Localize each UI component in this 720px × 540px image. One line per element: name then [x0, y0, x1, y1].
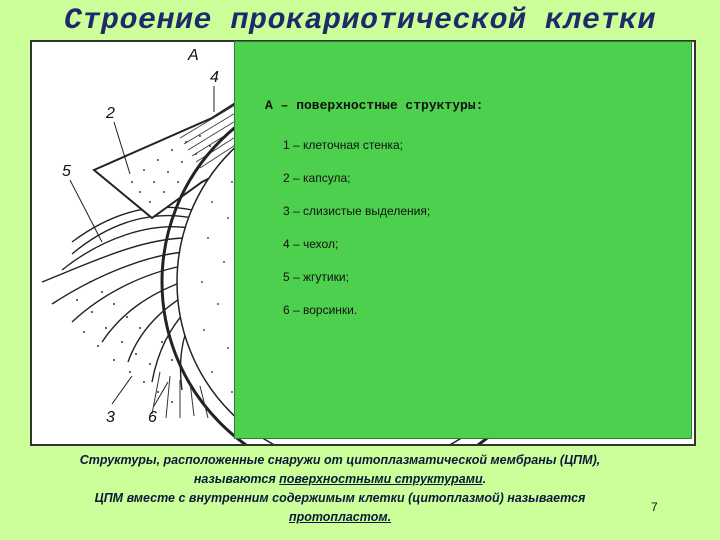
- caption-text: [40, 451, 640, 527]
- slide-title: Строение прокариотической клетки: [63, 4, 657, 38]
- label-a: А: [188, 47, 199, 64]
- slime-dots: [76, 281, 173, 403]
- caption-line-3: ЦПМ вместе с внутренним содержимым клетки (цитоплазмой) называется: [94, 491, 586, 505]
- caption-line-2-pre: называются: [193, 472, 280, 486]
- panel-heading: А – поверхностные структуры:: [265, 98, 484, 113]
- list-item: 6 – ворсинки.: [283, 303, 358, 317]
- list-item: 2 – капсула;: [283, 171, 351, 185]
- list-item: 4 – чехол;: [283, 237, 339, 251]
- list-item: 3 – слизистые выделения;: [283, 204, 431, 218]
- label-2: 2: [106, 105, 115, 122]
- term-protoplast: протопластом.: [288, 510, 392, 524]
- definition-panel: [234, 41, 692, 439]
- term-surface-structures: поверхностными структурами: [279, 472, 483, 486]
- list-item: 5 – жгутики;: [283, 270, 349, 284]
- label-5: 5: [62, 163, 71, 180]
- flagella: [42, 207, 192, 390]
- label-6: 6: [148, 409, 157, 426]
- label-4: 4: [210, 69, 219, 86]
- caption-line-2-post: .: [482, 472, 487, 486]
- structure-list: [283, 138, 430, 336]
- page-number: 7: [651, 500, 658, 514]
- label-3: 3: [106, 409, 115, 426]
- caption-line-2: [40, 470, 640, 489]
- caption-line-1: Структуры, расположенные снаружи от цитоплазматической мембраны (ЦПМ),: [79, 453, 601, 467]
- list-item: 1 – клеточная стенка;: [283, 138, 404, 152]
